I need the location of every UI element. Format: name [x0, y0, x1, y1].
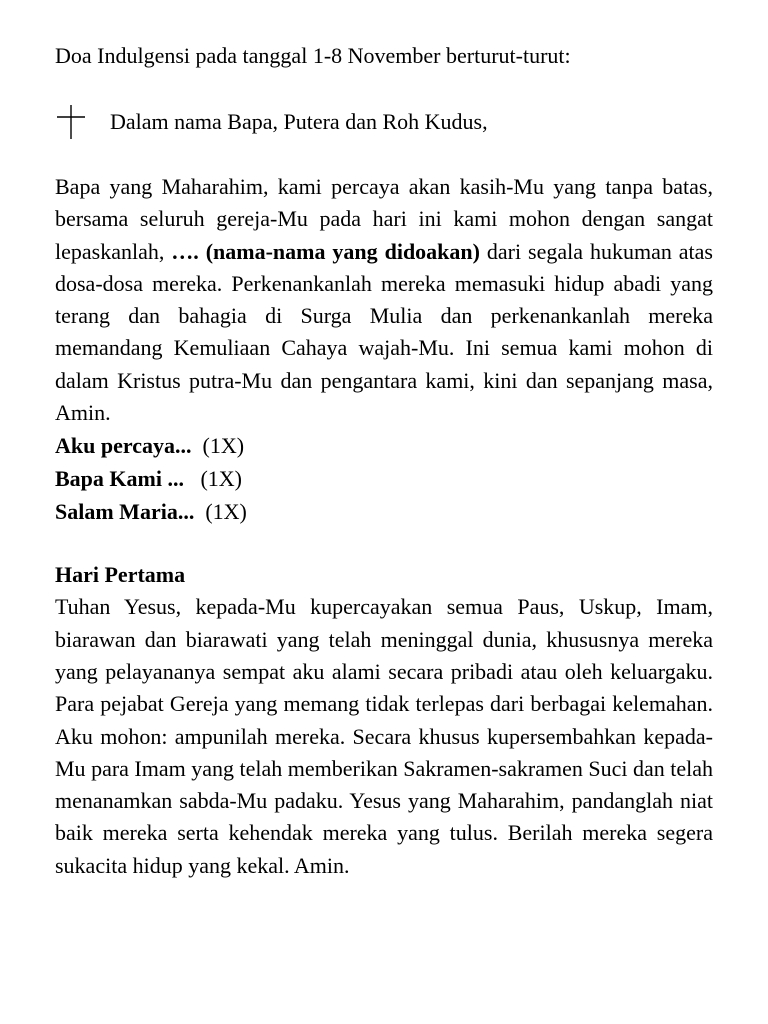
prayer-item [55, 429, 713, 462]
prayer-item [55, 462, 713, 495]
names-placeholder: …. (nama-nama yang didoakan) [171, 238, 480, 264]
sign-of-cross-row [55, 102, 713, 142]
prayer-name: Salam Maria... [55, 499, 195, 525]
sign-of-cross-text: Dalam nama Bapa, Putera dan Roh Kudus, [110, 109, 488, 134]
prayer-count: (1X) [202, 433, 245, 459]
day-one-heading: Hari Pertama [55, 562, 186, 588]
prayer-item [55, 495, 713, 528]
prayer-name: Aku percaya... [55, 433, 192, 459]
day-one-text: Tuhan Yesus, kepada-Mu kupercayakan semua Paus, Uskup, Imam, biarawan dan biarawati yang telah meninggal dunia, khususnya mereka yang pelayananya sempat aku alami secara pribadi atau oleh keluargaku. Para pejabat Gereja yang memang tidak terlepas dari berbagai kelemahan. Aku mohon: ampunilah mereka. Secara khusus kupersembahkan kepada-Mu para Imam yang telah memberikan Sakramen-sakramen Suci dan telah menanamkan sabda-Mu padaku. Yesus yang Maharahim, pandanglah niat baik mereka serta kehendak mereka yang tulus. Berilah mereka segera sukacita hidup yang kekal. Amin. [55, 594, 713, 878]
prayer-name: Bapa Kami ... [55, 466, 184, 492]
intro-line: Doa Indulgensi pada tanggal 1-8 November berturut-turut: [55, 43, 571, 68]
opening-prayer [55, 171, 713, 429]
document-page [55, 40, 713, 882]
opening-prayer-part2: dari segala hukuman atas dosa-dosa mereka. Perkenankanlah mereka memasuki hidup abadi yang terang dan bahagia di Surga Mulia dan perkenankanlah mereka memandang Kemuliaan Cahaya wajah-Mu. Ini semua kami mohon di dalam Kristus putra-Mu dan pengantara kami, kini dan sepanjang masa, Amin. [55, 238, 713, 426]
prayer-count: (1X) [205, 499, 247, 525]
prayer-count: (1X) [200, 466, 243, 492]
opening-prayer-part1: Bapa yang Maharahim, kami percaya akan kasih-Mu yang tanpa batas, bersama seluruh gereja-Mu pada hari ini kami mohon dengan sangat lepaskanlah, [55, 174, 713, 264]
prayer-list [55, 429, 713, 528]
cross-icon [55, 104, 87, 140]
